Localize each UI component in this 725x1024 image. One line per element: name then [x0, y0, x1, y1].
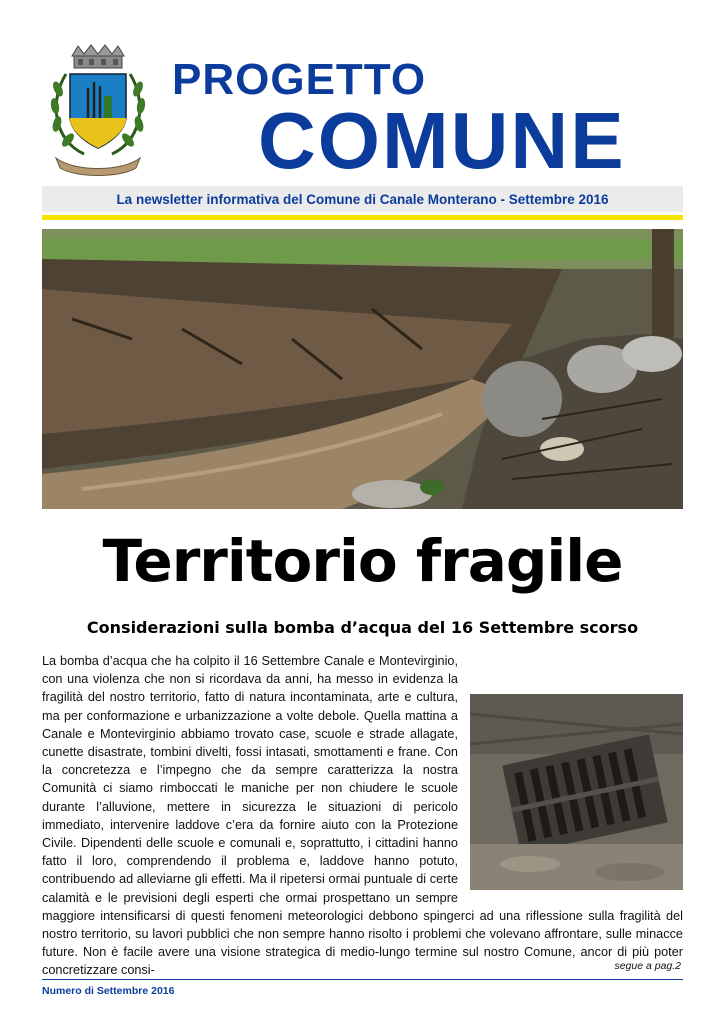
article-headline: Territorio fragile [102, 527, 623, 595]
newsletter-subtitle: La newsletter informativa del Comune di Canale Monterano - Settembre 2016 [116, 191, 609, 207]
article-subheadline: Considerazioni sulla bomba d’acqua del 16 Settembre scorso [86, 618, 639, 637]
storm-drain-grate-photo-icon [470, 694, 683, 890]
municipal-crest-icon [44, 44, 152, 178]
flooded-stream-photo-icon [42, 229, 683, 509]
newsletter-subtitle-bar [42, 186, 683, 212]
footer-divider [42, 979, 683, 980]
continue-link[interactable]: segue a pag.2 [614, 960, 681, 972]
newsletter-title-line2: COMUNE [258, 96, 626, 185]
footer-issue: Numero di Settembre 2016 [42, 985, 175, 997]
newsletter-title-line1: PROGETTO [172, 55, 427, 104]
article-body-container [42, 652, 683, 980]
article-body: La bomba d’acqua che ha colpito il 16 Settembre Canale e Montevirginio, con una violenza che non si ricordava da anni, ha messo in evidenza la fragilità del nostro territorio, fatto di natura incontaminata, arte e cultura, ma per conformazione e urbanizzazione a volte debole. Quella mattina a Canale e Montevirginio abbiamo trovato case, scuole e strade allagate, cunette disastrate, tombini divelti, fossi intasati, smottamenti e frane. Con la concretezza e l’impegno che da sempre caratterizza la nostra Comunità ci siamo rimboccati le maniche per non chiudere le scuole durante l’alluvione, mettere in sicurezza le situazioni di pericolo immediato, intervenire laddove c’era da fornire aiuto con la Protezione Civile. Dipendenti delle scuole e comunali e, soprattutto, i cittadini hanno fatto il loro, comprendendo il problema e, laddove hanno potuto, contribuendo ad alleviarne gli effetti. Ma il ripetersi ormai puntuale di certe calamità e le previsioni degli esperti che ormai prospettano un sempre maggiore intensificarsi di questi fenomeni meteorologici debbono spingerci ad una riflessione sulla fragilità del nostro territorio, su lavori pubblici che non sempre hanno risolto i problemi che volevano affrontare, sulle minacce future. Non è facile avere una visione strategica di medio-lungo termine sul nostro Comune, ancor di più poter concretizzare consi- [42, 654, 683, 978]
accent-divider [42, 215, 683, 220]
